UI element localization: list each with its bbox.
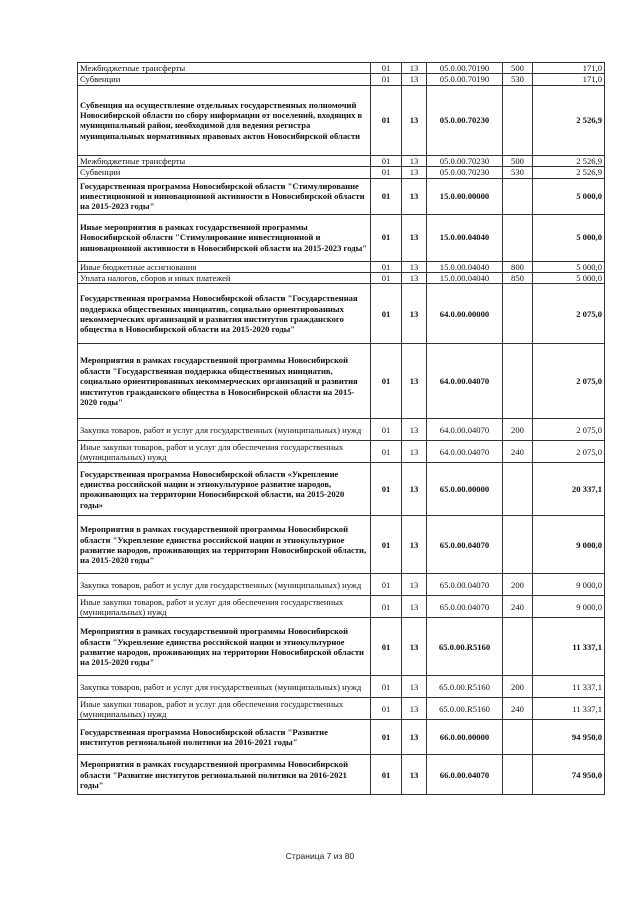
row-amount-cell: 9 000,0 — [533, 516, 605, 574]
row-name-cell: Субвенции — [78, 167, 371, 178]
row-amount-cell: 2 526,9 — [533, 85, 605, 155]
row-amount-cell: 5 000,0 — [533, 178, 605, 214]
row-name-cell: Государственная программа Новосибирской области "Государственная поддержка общественных инициатив, социально ориентированных некоммерческих организаций и развития институтов гражданского общества в Новосибирской области на 2015-2020 годы" — [78, 284, 371, 344]
row-expense-type-cell: 240 — [503, 596, 533, 618]
row-section-cell: 01 — [371, 63, 402, 74]
table-row — [78, 155, 605, 166]
row-expense-type-cell — [503, 463, 533, 516]
row-name-cell: Уплата налогов, сборов и иных платежей — [78, 273, 371, 284]
row-section-cell: 01 — [371, 676, 402, 698]
row-expense-type-cell: 200 — [503, 676, 533, 698]
row-section-cell: 01 — [371, 596, 402, 618]
row-name-cell: Иные закупки товаров, работ и услуг для обеспечения государственных (муниципальных) нужд — [78, 441, 371, 463]
row-section-cell: 01 — [371, 85, 402, 155]
row-name-cell: Мероприятия в рамках государственной программы Новосибирской области "Укрепление единства российской нации и этнокультурное развитие народов, проживающих на территории Новосибирской области на 2015-2020 годы" — [78, 618, 371, 676]
row-section-cell: 01 — [371, 155, 402, 166]
table-row — [78, 284, 605, 344]
table-row — [78, 167, 605, 178]
row-amount-cell: 2 526,9 — [533, 167, 605, 178]
row-amount-cell: 2 075,0 — [533, 344, 605, 419]
row-amount-cell: 2 075,0 — [533, 419, 605, 441]
row-section-cell: 01 — [371, 214, 402, 261]
row-expense-type-cell: 500 — [503, 63, 533, 74]
row-expense-type-cell — [503, 284, 533, 344]
row-amount-cell: 11 337,1 — [533, 618, 605, 676]
row-amount-cell: 2 526,9 — [533, 155, 605, 166]
row-name-cell: Государственная программа Новосибирской области "Развитие институтов региональной политики на 2016-2021 годы" — [78, 720, 371, 755]
row-expense-type-cell: 530 — [503, 74, 533, 85]
row-name-cell: Закупка товаров, работ и услуг для государственных (муниципальных) нужд — [78, 419, 371, 441]
row-amount-cell: 2 075,0 — [533, 441, 605, 463]
table-row — [78, 63, 605, 74]
row-section-cell: 01 — [371, 516, 402, 574]
row-subsection-cell: 13 — [402, 441, 427, 463]
row-name-cell: Иные мероприятия в рамках государственной программы Новосибирской области "Стимулирование инвестиционной и инновационной активности в Новосибирской области на 2015-2023 годы" — [78, 214, 371, 261]
row-section-cell: 01 — [371, 698, 402, 720]
row-target-article-cell: 64.0.00.00000 — [427, 284, 503, 344]
row-expense-type-cell — [503, 755, 533, 795]
row-subsection-cell: 13 — [402, 63, 427, 74]
row-amount-cell: 171,0 — [533, 74, 605, 85]
row-target-article-cell: 05.0.00.70230 — [427, 155, 503, 166]
row-target-article-cell: 15.0.00.04040 — [427, 273, 503, 284]
row-section-cell: 01 — [371, 261, 402, 272]
row-expense-type-cell — [503, 618, 533, 676]
row-subsection-cell: 13 — [402, 720, 427, 755]
table-row — [78, 463, 605, 516]
row-expense-type-cell: 240 — [503, 441, 533, 463]
table-row — [78, 261, 605, 272]
row-section-cell: 01 — [371, 167, 402, 178]
row-expense-type-cell — [503, 516, 533, 574]
row-section-cell: 01 — [371, 441, 402, 463]
row-subsection-cell: 13 — [402, 419, 427, 441]
row-subsection-cell: 13 — [402, 178, 427, 214]
table-row — [78, 720, 605, 755]
row-target-article-cell: 64.0.00.04070 — [427, 441, 503, 463]
row-expense-type-cell: 200 — [503, 419, 533, 441]
row-subsection-cell: 13 — [402, 155, 427, 166]
row-subsection-cell: 13 — [402, 463, 427, 516]
row-target-article-cell: 05.0.00.70190 — [427, 74, 503, 85]
table-body — [78, 63, 605, 795]
row-expense-type-cell — [503, 720, 533, 755]
table-row — [78, 273, 605, 284]
row-name-cell: Государственная программа Новосибирской области «Укрепление единства российской нации и этнокультурное развитие народов, проживающих на территории Новосибирской области, на 2015-2020 годы» — [78, 463, 371, 516]
table-row — [78, 74, 605, 85]
row-section-cell: 01 — [371, 178, 402, 214]
table-row — [78, 574, 605, 596]
row-subsection-cell: 13 — [402, 618, 427, 676]
row-subsection-cell: 13 — [402, 214, 427, 261]
row-expense-type-cell: 850 — [503, 273, 533, 284]
row-name-cell: Субвенции — [78, 74, 371, 85]
row-section-cell: 01 — [371, 344, 402, 419]
row-target-article-cell: 05.0.00.70190 — [427, 63, 503, 74]
row-subsection-cell: 13 — [402, 85, 427, 155]
row-subsection-cell: 13 — [402, 167, 427, 178]
row-target-article-cell: 65.0.00.00000 — [427, 463, 503, 516]
table-row — [78, 516, 605, 574]
table-row — [78, 85, 605, 155]
table-row — [78, 178, 605, 214]
row-expense-type-cell: 530 — [503, 167, 533, 178]
row-subsection-cell: 13 — [402, 74, 427, 85]
row-subsection-cell: 13 — [402, 273, 427, 284]
page-number: Страница 7 из 80 — [285, 851, 355, 861]
row-section-cell: 01 — [371, 74, 402, 85]
row-subsection-cell: 13 — [402, 261, 427, 272]
row-name-cell: Мероприятия в рамках государственной программы Новосибирской области "Развитие институтов региональной политики на 2016-2021 годы" — [78, 755, 371, 795]
row-section-cell: 01 — [371, 463, 402, 516]
row-name-cell: Закупка товаров, работ и услуг для государственных (муниципальных) нужд — [78, 574, 371, 596]
row-subsection-cell: 13 — [402, 574, 427, 596]
budget-table — [77, 62, 605, 795]
row-subsection-cell: 13 — [402, 284, 427, 344]
row-amount-cell: 20 337,1 — [533, 463, 605, 516]
row-expense-type-cell — [503, 214, 533, 261]
table-row — [78, 596, 605, 618]
row-target-article-cell: 05.0.00.70230 — [427, 167, 503, 178]
row-amount-cell: 11 337,1 — [533, 676, 605, 698]
row-amount-cell: 2 075,0 — [533, 284, 605, 344]
row-target-article-cell: 15.0.00.00000 — [427, 178, 503, 214]
row-section-cell: 01 — [371, 574, 402, 596]
table-row — [78, 344, 605, 419]
row-section-cell: 01 — [371, 284, 402, 344]
row-amount-cell: 74 950,0 — [533, 755, 605, 795]
row-target-article-cell: 66.0.00.00000 — [427, 720, 503, 755]
row-expense-type-cell — [503, 344, 533, 419]
row-amount-cell: 171,0 — [533, 63, 605, 74]
row-subsection-cell: 13 — [402, 676, 427, 698]
table-row — [78, 676, 605, 698]
row-target-article-cell: 15.0.00.04040 — [427, 261, 503, 272]
row-subsection-cell: 13 — [402, 596, 427, 618]
row-target-article-cell: 65.0.00.04070 — [427, 574, 503, 596]
row-target-article-cell: 65.0.00.R5160 — [427, 676, 503, 698]
row-target-article-cell: 65.0.00.04070 — [427, 596, 503, 618]
row-name-cell: Иные закупки товаров, работ и услуг для обеспечения государственных (муниципальных) нужд — [78, 698, 371, 720]
row-name-cell: Мероприятия в рамках государственной программы Новосибирской области "Укрепление единства российской нации и этнокультурное развитие народов, проживающих на территории Новосибирской области, на 2015-2020 годы" — [78, 516, 371, 574]
row-subsection-cell: 13 — [402, 755, 427, 795]
row-target-article-cell: 65.0.00.R5160 — [427, 618, 503, 676]
row-name-cell: Государственная программа Новосибирской области "Стимулирование инвестиционной и инновационной активности в Новосибирской области на 2015-2023 годы" — [78, 178, 371, 214]
row-name-cell: Мероприятия в рамках государственной программы Новосибирской области "Государственная поддержка общественных инициатив, социально ориентированных некоммерческих организаций и развития институтов гражданского общества в Новосибирской области на 2015-2020 годы" — [78, 344, 371, 419]
row-amount-cell: 94 950,0 — [533, 720, 605, 755]
table-row — [78, 755, 605, 795]
row-target-article-cell: 15.0.00.04040 — [427, 214, 503, 261]
row-section-cell: 01 — [371, 720, 402, 755]
row-subsection-cell: 13 — [402, 344, 427, 419]
row-expense-type-cell: 240 — [503, 698, 533, 720]
table-row — [78, 419, 605, 441]
row-amount-cell: 11 337,1 — [533, 698, 605, 720]
row-section-cell: 01 — [371, 618, 402, 676]
table-row — [78, 214, 605, 261]
row-section-cell: 01 — [371, 419, 402, 441]
row-name-cell: Межбюджетные трансферты — [78, 63, 371, 74]
row-expense-type-cell: 200 — [503, 574, 533, 596]
row-amount-cell: 9 000,0 — [533, 596, 605, 618]
row-target-article-cell: 64.0.00.04070 — [427, 419, 503, 441]
row-target-article-cell: 66.0.00.04070 — [427, 755, 503, 795]
row-name-cell: Субвенция на осуществление отдельных государственных полномочий Новосибирской области по сбору информации от поселений, входящих в муниципальный район, необходимой для ведения регистра муниципальных нормативных правовых актов Новосибирской области — [78, 85, 371, 155]
row-target-article-cell: 64.0.00.04070 — [427, 344, 503, 419]
row-section-cell: 01 — [371, 273, 402, 284]
row-name-cell: Иные закупки товаров, работ и услуг для обеспечения государственных (муниципальных) нужд — [78, 596, 371, 618]
table-row — [78, 441, 605, 463]
row-name-cell: Иные бюджетные ассигнования — [78, 261, 371, 272]
row-amount-cell: 5 000,0 — [533, 261, 605, 272]
row-name-cell: Закупка товаров, работ и услуг для государственных (муниципальных) нужд — [78, 676, 371, 698]
row-amount-cell: 9 000,0 — [533, 574, 605, 596]
table-row — [78, 698, 605, 720]
row-target-article-cell: 65.0.00.R5160 — [427, 698, 503, 720]
table-row — [78, 618, 605, 676]
row-expense-type-cell — [503, 178, 533, 214]
row-amount-cell: 5 000,0 — [533, 214, 605, 261]
row-section-cell: 01 — [371, 755, 402, 795]
row-expense-type-cell: 800 — [503, 261, 533, 272]
row-target-article-cell: 05.0.00.70230 — [427, 85, 503, 155]
row-target-article-cell: 65.0.00.04070 — [427, 516, 503, 574]
row-expense-type-cell — [503, 85, 533, 155]
row-subsection-cell: 13 — [402, 698, 427, 720]
row-amount-cell: 5 000,0 — [533, 273, 605, 284]
row-subsection-cell: 13 — [402, 516, 427, 574]
row-expense-type-cell: 500 — [503, 155, 533, 166]
row-name-cell: Межбюджетные трансферты — [78, 155, 371, 166]
